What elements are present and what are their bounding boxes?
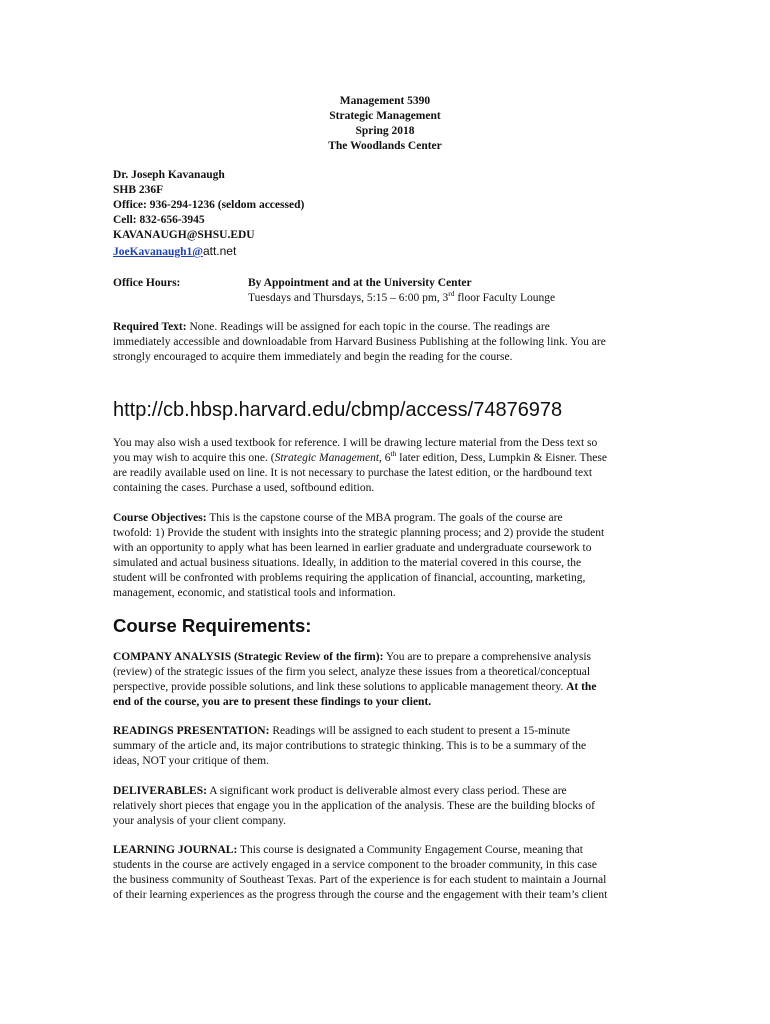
required-text-label: Required Text: — [113, 321, 187, 333]
readings-line1: READINGS PRESENTATION: Readings will be assigned to each student to present a 15-minute — [113, 725, 570, 737]
alt-email-link[interactable]: JoeKavanaugh1@ — [113, 246, 203, 258]
instructor-office-phone: Office: 936-294-1236 (seldom accessed) — [113, 199, 305, 211]
objectives-line4: simulated and actual business situations. Ideally, in addition to the material covered in this course, the — [113, 557, 582, 569]
instructor-email: KAVANAUGH@SHSU.EDU — [113, 229, 255, 241]
alt-email-domain: att.net — [202, 244, 237, 258]
instructor-cell: Cell: 832-656-3945 — [113, 214, 205, 226]
company-analysis-label: COMPANY ANALYSIS (Strategic Review of the firm): — [113, 651, 384, 663]
journal-label: LEARNING JOURNAL: — [113, 844, 238, 856]
journal-line2: students in the course are actively engaged in a service component to the broader community, in this case — [113, 859, 598, 871]
office-hours-line1: By Appointment and at the University Center — [248, 277, 472, 289]
readings-label: READINGS PRESENTATION: — [113, 725, 270, 737]
office-hours-line2: Tuesdays and Thursdays, 5:15 – 6:00 pm, 3rd floor Faculty Lounge — [248, 289, 556, 304]
readings-line3: ideas, NOT your critique of them. — [113, 755, 269, 767]
access-link[interactable]: http://cb.hbsp.harvard.edu/cbmp/access/74876978 — [113, 399, 563, 421]
deliverables-label: DELIVERABLES: — [113, 785, 207, 797]
company-analysis-line1: COMPANY ANALYSIS (Strategic Review of the firm): You are to prepare a comprehensive analysis — [113, 651, 591, 663]
company-analysis-line3: perspective, provide possible solutions, and link these solutions to applicable management theory. At the — [113, 681, 597, 693]
required-text-line3: strongly encouraged to acquire them immediately and begin the reading for the course. — [113, 351, 513, 363]
requirements-heading: Course Requirements: — [113, 615, 312, 636]
objectives-line1: Course Objectives: This is the capstone course of the MBA program. The goals of the course are — [113, 512, 563, 524]
journal-line1: LEARNING JOURNAL: This course is designated a Community Engagement Course, meaning that — [113, 844, 583, 856]
readings-line2: summary of the article and, its major contributions to strategic thinking. This is to be a summary of the — [113, 740, 587, 752]
textbook-line3: are readily available used on line. It is not necessary to purchase the latest edition, or the hardbound text — [113, 467, 593, 479]
textbook-line2: you may wish to acquire this one. (Strategic Management, 6th later edition, Dess, Lumpkin & Eisner. These — [113, 449, 607, 464]
journal-line3: the business community of Southeast Texas. Part of the experience is for each student to maintain a Journal — [113, 874, 607, 886]
course-number: Management 5390 — [339, 95, 431, 107]
instructor-name: Dr. Joseph Kavanaugh — [113, 169, 225, 181]
deliverables-line1: DELIVERABLES: A significant work product is deliverable almost every class period. These are — [113, 785, 567, 797]
journal-line4: of their learning experiences as the progress through the course and the engagement with their team’s client — [113, 889, 608, 901]
course-title: Strategic Management — [329, 110, 441, 122]
objectives-label: Course Objectives: — [113, 512, 207, 524]
company-analysis-line2: (review) of the strategic issues of the firm you select, analyze these issues from a theoretical/conceptual — [113, 666, 591, 678]
course-location: The Woodlands Center — [328, 140, 442, 152]
textbook-line1: You may also wish a used textbook for reference. I will be drawing lecture material from the Dess text so — [113, 437, 598, 449]
objectives-line5: student will be confronted with problems requiring the application of financial, accounting, marketing, — [113, 572, 586, 584]
deliverables-line3: your analysis of your client company. — [113, 815, 286, 827]
instructor-alt-email[interactable] — [113, 244, 236, 260]
instructor-room: SHB 236F — [113, 184, 164, 196]
company-analysis-line4: end of the course, you are to present these findings to your client. — [113, 696, 432, 708]
course-term: Spring 2018 — [355, 125, 415, 137]
textbook-line4: containing the cases. Purchase a used, softbound edition. — [113, 482, 375, 494]
office-hours-label: Office Hours: — [113, 277, 181, 289]
objectives-line6: management, economic, and statistical tools and information. — [113, 587, 396, 599]
required-text-line1: Required Text: None. Readings will be assigned for each topic in the course. The readings are — [113, 321, 550, 333]
objectives-line3: with an opportunity to apply what has been learned in earlier graduate and undergraduate coursework to — [113, 542, 592, 554]
textbook-title: Strategic Management — [274, 452, 380, 464]
objectives-line2: twofold: 1) Provide the student with insights into the strategic planning process; and 2) provide the student — [113, 527, 605, 539]
deliverables-line2: relatively short pieces that engage you in the application of the analysis. These are the building blocks of — [113, 800, 596, 812]
required-text-line2: immediately accessible and downloadable from Harvard Business Publishing at the following link. You are — [113, 336, 606, 348]
